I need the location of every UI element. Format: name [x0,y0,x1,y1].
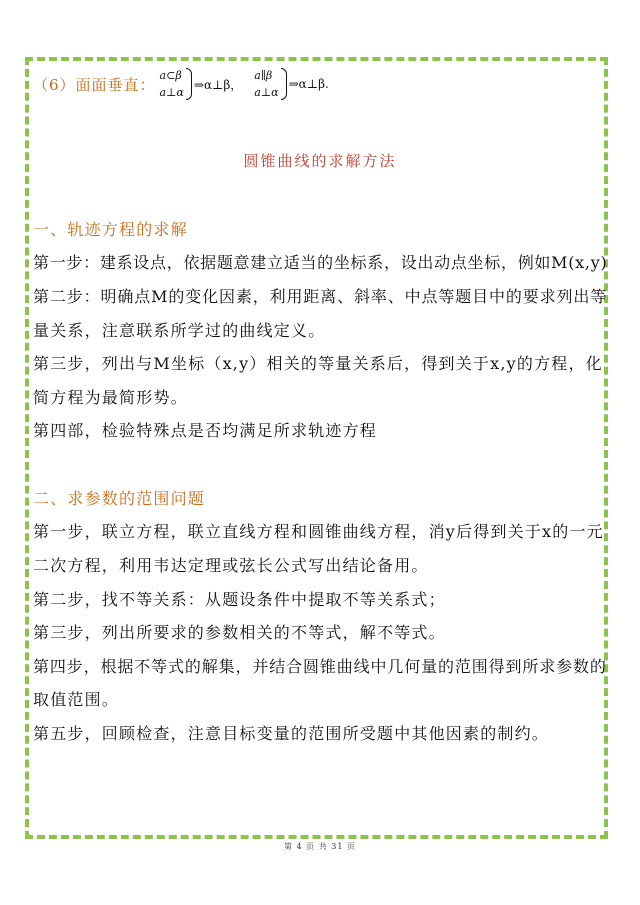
page-title: 圆锥曲线的求解方法 [243,152,397,170]
brace-1 [186,68,192,100]
section-2-line: 二次方程，利用韦达定理或弦长公式写出结论备用。 [33,556,429,575]
brace-2 [281,68,287,100]
condition-group-2 [254,67,278,101]
condition-1-line1: a⊂β [159,69,182,82]
section-1-line: 第一步：建系设点，依据题意建立适当的坐标系，设出动点坐标，例如M(x,y) [33,253,608,272]
section-2-heading: 二、求参数的范围问题 [33,489,206,508]
section-1-line: 第三步，列出与M坐标（x,y）相关的等量关系后，得到关于x,y的方程，化 [33,354,603,373]
conclusion-1: ⇒α⊥β， [193,77,243,92]
section-2-line: 取值范围。 [33,690,120,709]
section-2-line: 第五步，回顾检查，注意目标变量的范围所受题中其他因素的制约。 [33,724,550,743]
section-1-line: 简方程为最简形势。 [33,388,188,407]
section-1-line: 第四部，检验特殊点是否均满足所求轨迹方程 [33,421,378,440]
section-2-line: 第二步，找不等关系：从题设条件中提取不等关系式； [33,590,446,609]
formula-label: （6）面面垂直： [33,75,156,94]
section-2-line: 第一步，联立方程，联立直线方程和圆锥曲线方程，消y后得到关于x的一元 [33,522,604,541]
section-1-line: 第二步：明确点M的变化因素，利用距离、斜率、中点等题目中的要求列出等 [33,287,608,306]
condition-group-1 [160,67,184,101]
condition-1-line2: a⊥α [159,86,184,99]
conclusion-2: ⇒α⊥β. [288,77,329,91]
condition-2-line1: a∥β [254,69,273,82]
formula-face-perpendicular [33,64,329,104]
page-footer: 第 4 页 共 31 页 [284,842,356,851]
section-2-line: 第四步，根据不等式的解集，并结合圆锥曲线中几何量的范围得到所求参数的 [33,657,607,676]
condition-2-line2: a⊥α [254,86,279,99]
section-1-line: 量关系，注意联系所学过的曲线定义。 [33,321,326,340]
section-2-line: 第三步，列出所要求的参数相关的不等式，解不等式。 [33,623,446,642]
section-1-heading: 一、轨迹方程的求解 [33,220,188,239]
